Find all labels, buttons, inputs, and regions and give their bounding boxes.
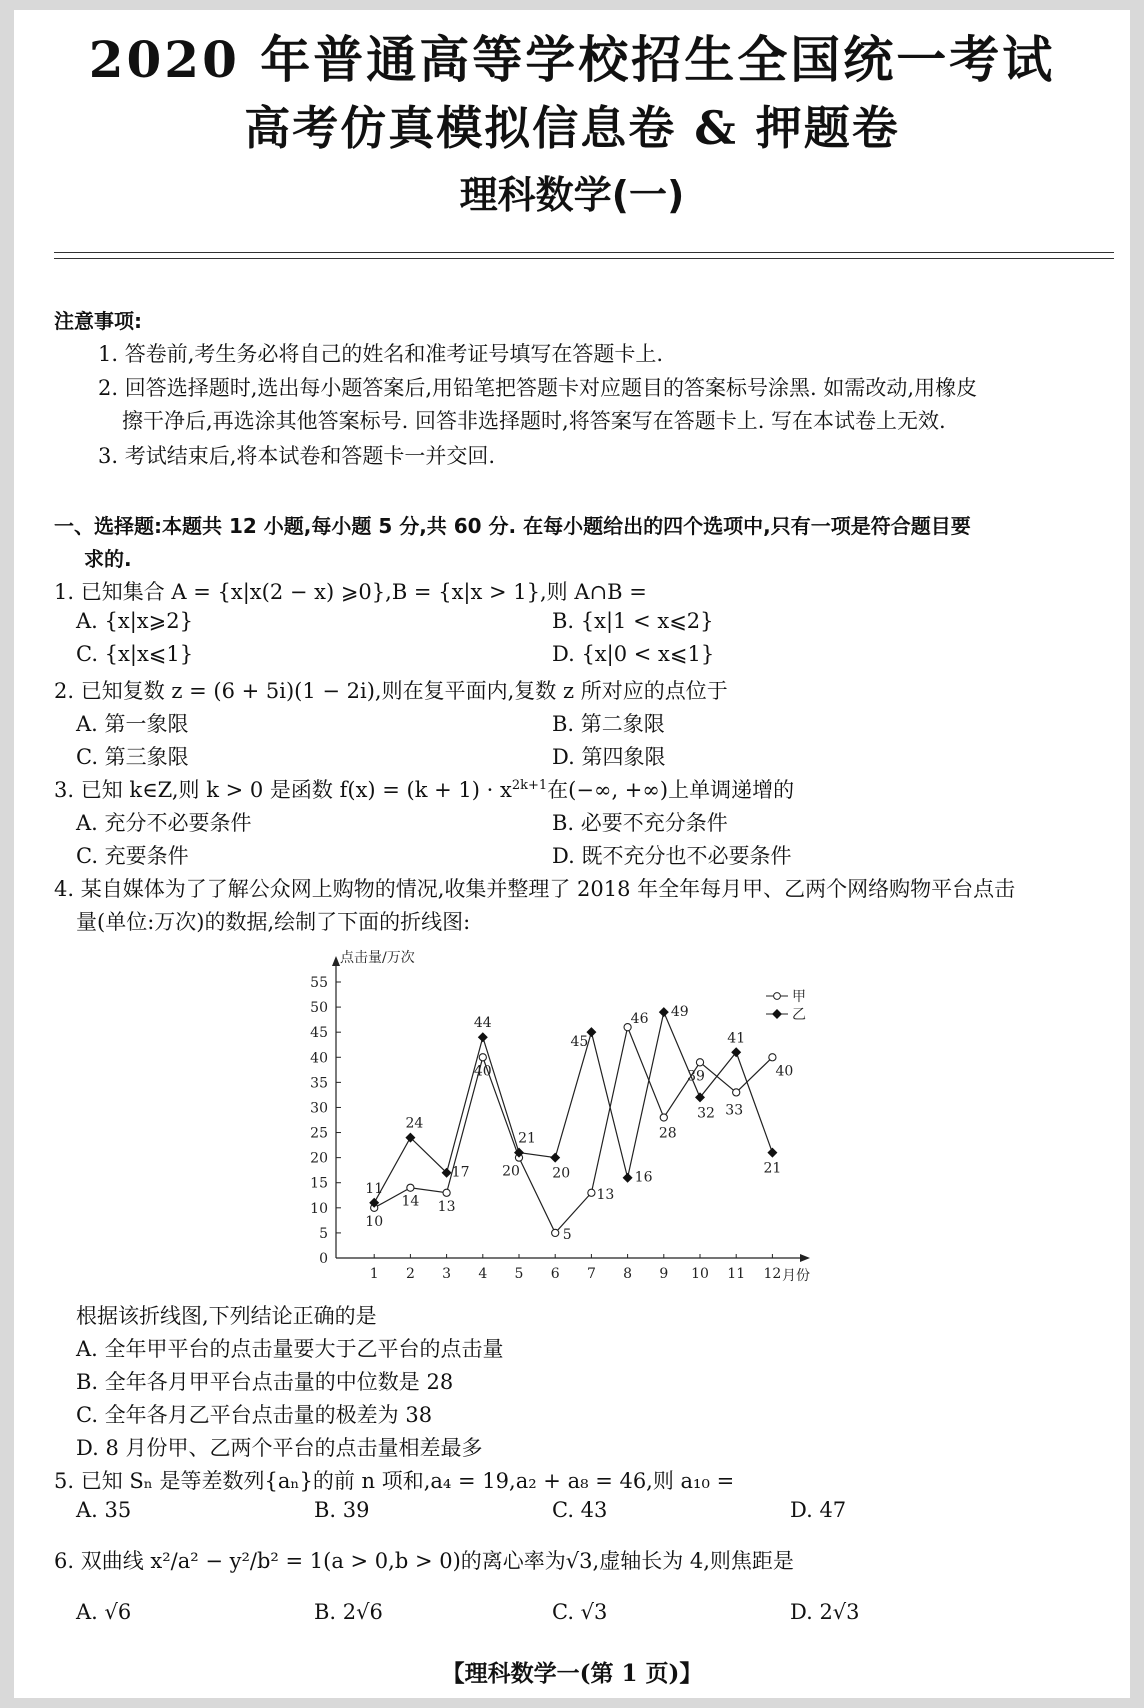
data-point-甲 [443,1189,450,1196]
data-point-甲 [588,1189,595,1196]
data-point-乙 [767,1148,777,1158]
section-heading: 一、选择题:本题共 12 小题,每小题 5 分,共 60 分. 在每小题给出的四个选项中,只有一项是符合题目要 [54,514,971,538]
exam-subtitle: 高考仿真模拟信息卷 & 押题卷 [244,101,900,155]
notice-item: 擦干净后,再选涂其他答案标号. 回答非选择题时,将答案写在答题卡上. 写在本试卷上无效. [122,409,946,433]
data-point-甲 [660,1114,667,1121]
option: C. 充要条件 [76,844,189,868]
y-tick-label: 55 [310,975,328,991]
notice-item: 2. 回答选择题时,选出每小题答案后,用铅笔把答题卡对应题目的答案标号涂黑. 如需改动,用橡皮 [98,376,978,400]
x-tick-label: 12 [763,1266,782,1282]
notice-item: 1. 答卷前,考生务必将自己的姓名和准考证号填写在答题卡上. [98,342,664,366]
y-tick-label: 0 [319,1251,328,1267]
data-label-甲: 20 [502,1163,520,1180]
data-label-乙: 20 [552,1165,571,1182]
data-point-乙 [550,1153,560,1163]
data-label-甲: 28 [658,1125,677,1142]
notice-heading: 注意事项: [54,309,142,333]
exponent: 2k+1 [511,778,548,793]
data-label-乙: 17 [451,1164,470,1181]
legend-marker-甲 [774,993,781,1000]
data-point-甲 [552,1229,559,1236]
option: A. {x|x⩾2} [76,609,193,633]
option: B. 2√6 [314,1600,383,1624]
x-tick-label: 6 [550,1266,560,1282]
option: D. 47 [790,1498,847,1522]
data-label-甲: 39 [687,1068,705,1085]
y-tick-label: 35 [310,1075,328,1092]
data-point-甲 [769,1054,776,1061]
y-tick-label: 50 [310,1000,328,1017]
data-point-甲 [479,1054,486,1061]
option: B. {x|1 < x⩽2} [552,609,714,633]
data-point-乙 [623,1173,633,1183]
data-label-甲: 33 [725,1102,744,1119]
header-divider [54,252,1114,253]
data-label-乙: 45 [570,1034,589,1051]
y-axis-label: 点击量/万次 [340,950,415,966]
option: C. {x|x⩽1} [76,642,194,666]
option: B. 第二象限 [552,712,665,736]
y-tick-label: 45 [310,1025,328,1042]
question-stem: 1. 已知集合 A = {x|x(2 − x) ⩾0},B = {x|x > 1},则 A∩B = [54,580,647,604]
x-tick-label: 2 [405,1266,415,1282]
option: D. 既不充分也不必要条件 [552,844,792,868]
data-label-甲: 40 [775,1063,794,1080]
data-point-甲 [733,1089,740,1096]
line-chart [300,942,880,1282]
x-axis-label: 月份 [782,1268,810,1282]
option: C. 第三象限 [76,745,189,769]
x-tick-label: 10 [691,1266,709,1282]
option: B. 39 [314,1498,370,1522]
option: A. 充分不必要条件 [76,811,252,835]
data-label-乙: 21 [763,1160,782,1177]
x-tick-label: 4 [478,1266,488,1282]
data-label-乙: 32 [697,1105,715,1122]
y-tick-label: 5 [319,1225,328,1242]
data-label-甲: 14 [401,1193,420,1210]
y-tick-label: 40 [310,1050,328,1067]
x-tick-label: 7 [586,1266,596,1282]
question-stem: 5. 已知 Sₙ 是等差数列{aₙ}的前 n 项和,a₄ = 19,a₂ + a₈ = 46,则 a₁₀ = [54,1469,735,1493]
x-tick-label: 8 [623,1266,633,1282]
y-tick-label: 20 [310,1150,328,1167]
data-label-乙: 41 [727,1030,746,1047]
y-tick-label: 15 [310,1175,328,1192]
option: D. {x|0 < x⩽1} [552,642,715,666]
data-label-乙: 16 [634,1169,653,1186]
stem-text: 在(−∞, +∞)上单调递增的 [547,778,795,802]
y-tick-label: 25 [310,1125,328,1142]
subject-title: 理科数学(一) [459,173,685,217]
question-stem: 根据该折线图,下列结论正确的是 [76,1304,377,1328]
page-footer: 【理科数学一(第 1 页)】 [441,1660,703,1687]
x-tick-label: 11 [727,1266,746,1282]
y-tick-label: 30 [310,1100,328,1117]
option: C. 43 [552,1498,608,1522]
question-stem: 6. 双曲线 x²/a² − y²/b² = 1(a > 0,b > 0)的离心率为√3,虚轴长为 4,则焦距是 [54,1549,794,1573]
data-point-甲 [407,1184,414,1191]
exam-title: 2020 年普通高等学校招生全国统一考试 [88,30,1056,89]
x-tick-label: 3 [442,1266,452,1282]
option: C. 全年各月乙平台点击量的极差为 38 [76,1403,433,1427]
option: D. 8 月份甲、乙两个平台的点击量相差最多 [76,1436,483,1460]
option: A. 全年甲平台的点击量要大于乙平台的点击量 [76,1337,504,1361]
option: D. 第四象限 [552,745,666,769]
question-stem: 2. 已知复数 z = (6 + 5i)(1 − 2i),则在复平面内,复数 z 所对应的点位于 [54,679,728,703]
legend-marker-乙 [772,1009,782,1019]
data-label-乙: 11 [365,1180,384,1197]
data-point-乙 [478,1032,488,1042]
data-point-甲 [696,1059,703,1066]
x-axis-arrow [800,1254,810,1262]
option: D. 2√3 [790,1600,860,1624]
option: A. 第一象限 [76,712,189,736]
section-heading: 求的. [84,547,132,571]
option: A. √6 [76,1600,132,1624]
data-label-甲: 10 [365,1213,384,1230]
option: B. 全年各月甲平台点击量的中位数是 28 [76,1370,454,1394]
y-axis-arrow [332,956,340,966]
data-point-乙 [659,1007,669,1017]
x-tick-label: 5 [514,1266,524,1282]
data-label-甲: 5 [562,1226,572,1243]
series-line-甲 [374,1027,772,1233]
x-tick-label: 1 [369,1266,379,1282]
option: B. 必要不充分条件 [552,811,728,835]
data-label-乙: 49 [670,1004,689,1021]
data-label-乙: 24 [405,1115,424,1132]
data-label-甲: 40 [473,1063,492,1080]
question-stem [54,774,794,804]
data-label-乙: 44 [473,1015,492,1032]
data-label-甲: 13 [596,1186,615,1203]
data-label-甲: 46 [630,1011,649,1028]
legend-label: 甲 [792,989,806,1005]
notice-item: 3. 考试结束后,将本试卷和答题卡一并交回. [98,444,496,468]
x-tick-label: 9 [659,1266,669,1282]
option: A. 35 [76,1498,132,1522]
question-stem: 量(单位:万次)的数据,绘制了下面的折线图: [76,910,471,934]
stem-text: 3. 已知 k∈Z,则 k > 0 是函数 f(x) = (k + 1) · x [54,778,512,802]
option: C. √3 [552,1600,608,1624]
header-divider [54,258,1114,259]
data-label-甲: 13 [437,1198,456,1215]
legend-label: 乙 [792,1007,806,1023]
data-label-乙: 21 [518,1130,536,1147]
question-stem: 4. 某自媒体为了了解公众网上购物的情况,收集并整理了 2018 年全年每月甲、乙两个网络购物平台点击 [54,877,1016,901]
y-tick-label: 10 [310,1200,328,1217]
